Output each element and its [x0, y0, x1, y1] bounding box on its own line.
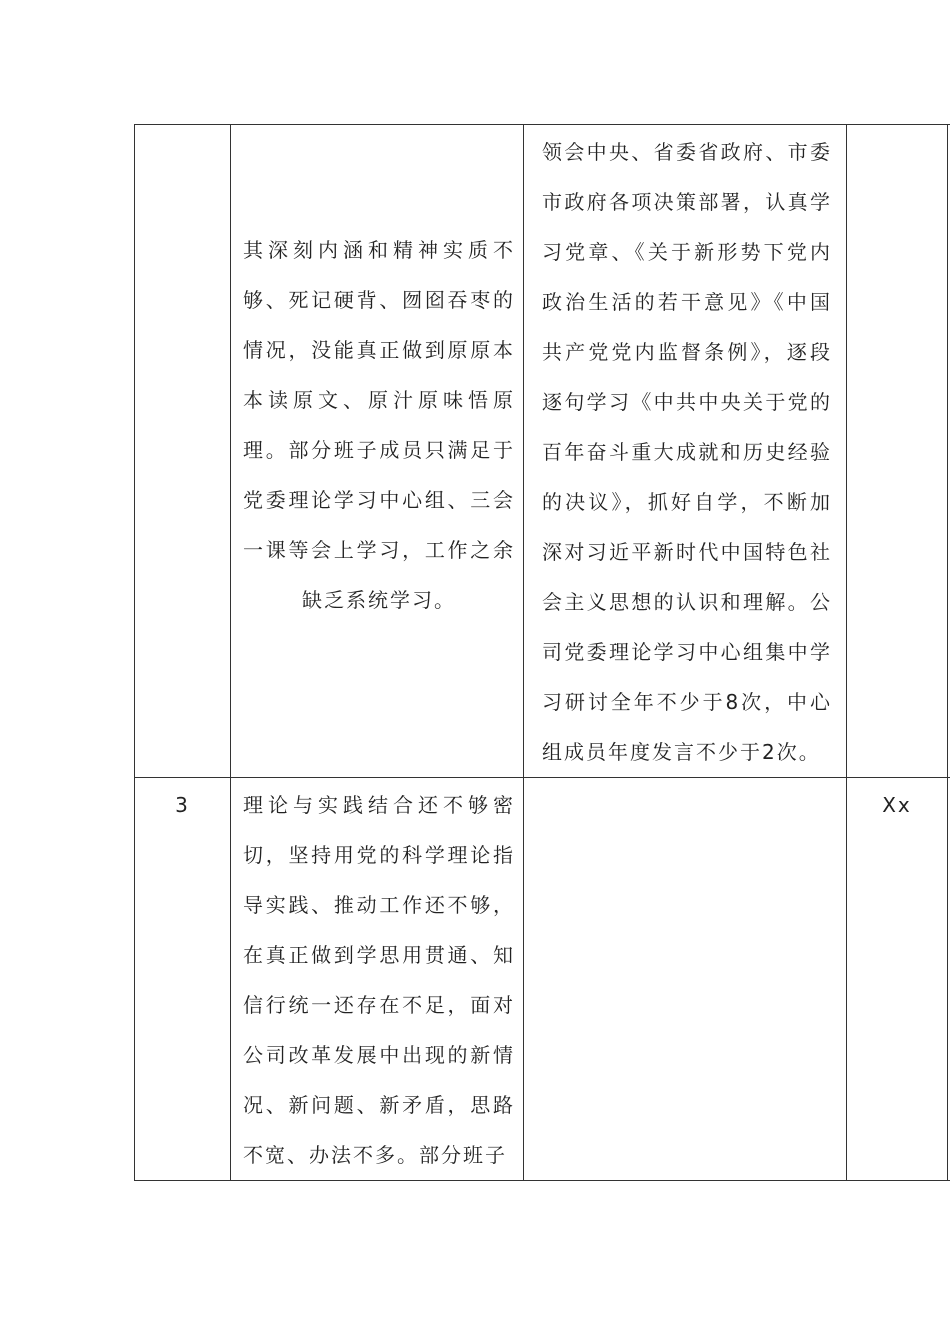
- row-number-cell: [135, 778, 231, 1181]
- problem-text: 理论与实践结合还不够密切，坚持用党的科学理论指导实践、推动工作还不够，在真正做到学思用贯通、知信行统一还存在不足，面对公司改革发展中出现的新情况、新问题、新矛盾，思路不宽、办法不多。部分班子: [243, 793, 515, 1167]
- table-row: [135, 778, 950, 1181]
- owner-cell: [847, 778, 948, 1181]
- problem-cell: [231, 778, 524, 1181]
- owner-text: Xx: [882, 793, 912, 817]
- row-number: 3: [175, 793, 190, 817]
- row-number-cell: [135, 125, 231, 778]
- rectification-table: [134, 124, 950, 1181]
- measure-cell: [524, 125, 847, 778]
- problem-cell: [231, 125, 524, 778]
- measure-text: 领会中央、省委省政府、市委市政府各项决策部署，认真学习党章、《关于新形势下党内政治生活的若干意见》《中国共产党党内监督条例》，逐段逐句学习《中共中央关于党的百年奋斗重大成就和历史经验的决议》，抓好自学，不断加深对习近平新时代中国特色社会主义思想的认识和理解。公司党委理论学习中心组集中学习研讨全年不少于8次，中心组成员年度发言不少于2次。: [542, 140, 832, 764]
- problem-text: 其深刻内涵和精神实质不够、死记硬背、囫囵吞枣的情况，没能真正做到原原本本读原文、原汁原味悟原理。部分班子成员只满足于党委理论学习中心组、三会一课等会上学习，工作之余缺乏系统学习。: [243, 238, 515, 612]
- measure-cell: [524, 778, 847, 1181]
- owner-cell: [847, 125, 948, 778]
- table-row: [135, 125, 950, 778]
